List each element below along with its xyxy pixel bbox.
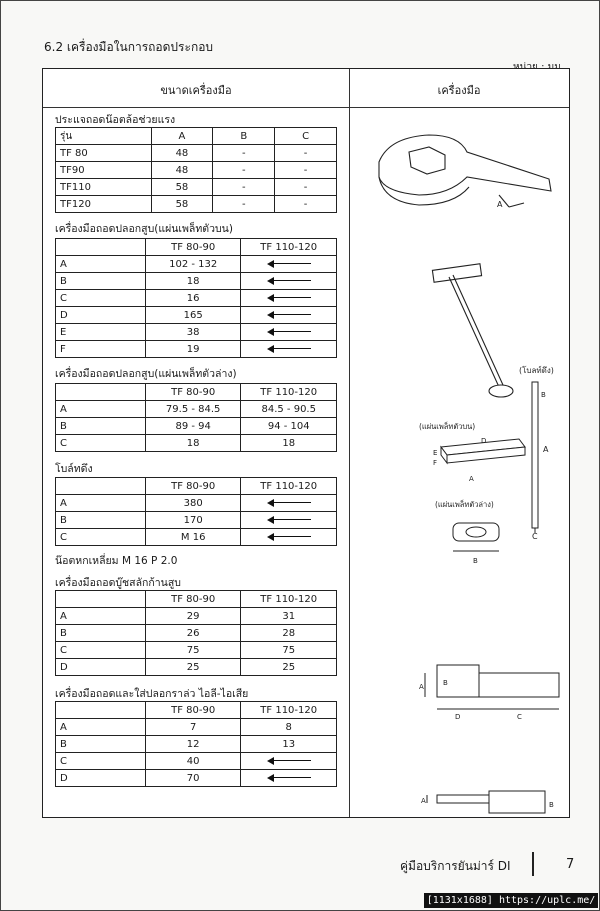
same-as-left-arrow-icon [267, 516, 311, 524]
value-cell: M 16 [145, 529, 241, 546]
row-label: F [56, 341, 146, 358]
header-cell [56, 384, 146, 401]
header-cell: TF 80-90 [145, 702, 241, 719]
tool-table-box [42, 68, 570, 818]
value-cell: 89 - 94 [145, 418, 241, 435]
row-label: A [56, 719, 146, 736]
bolt-note: น๊อตหกเหลี่ยม M 16 P 2.0 [55, 555, 178, 567]
value-cell [241, 290, 337, 307]
value-cell: 75 [241, 642, 337, 659]
value-cell: 70 [145, 770, 241, 787]
value-cell: 31 [241, 608, 337, 625]
row-label: B [56, 512, 146, 529]
column-header-tool: เครื่องมือ [437, 84, 481, 97]
header-cell [56, 591, 146, 608]
value-cell [241, 273, 337, 290]
row-label: B [56, 273, 146, 290]
header-cell: TF 80-90 [145, 591, 241, 608]
row-label: TF110 [56, 179, 152, 196]
row-label: C [56, 529, 146, 546]
page-number: 7 [566, 857, 575, 872]
wrench-table [55, 127, 337, 213]
row-label: B [56, 625, 146, 642]
value-cell [241, 770, 337, 787]
sleeve-upper-table [55, 238, 337, 358]
value-cell: 12 [145, 736, 241, 753]
svg-text:A: A [469, 475, 474, 483]
piston-pin-title: เครื่องมือถอดบู๊ชสลักก้านสูบ [55, 577, 181, 589]
table-row [56, 642, 337, 659]
value-cell: - [213, 179, 275, 196]
header-cell: TF 80-90 [145, 239, 241, 256]
value-cell: 29 [145, 608, 241, 625]
header-cell: C [275, 128, 337, 145]
wrench-illustration [379, 135, 551, 209]
row-label: C [56, 753, 146, 770]
table-row [56, 529, 337, 546]
same-as-left-arrow-icon [267, 328, 311, 336]
table-row [56, 625, 337, 642]
watermark: [1131x1688] https://uplc.me/ [424, 893, 598, 908]
sleeve-lower-table [55, 383, 337, 452]
bolt-label: (โบลท์ดึง) [519, 366, 554, 375]
value-cell: 16 [145, 290, 241, 307]
value-cell: 7 [145, 719, 241, 736]
value-cell: 170 [145, 512, 241, 529]
header-cell: TF 80-90 [145, 478, 241, 495]
idler-illustration [421, 791, 554, 813]
table-row [56, 256, 337, 273]
value-cell: 84.5 - 90.5 [241, 401, 337, 418]
value-cell [241, 512, 337, 529]
table-row [56, 145, 337, 162]
svg-text:D: D [455, 713, 461, 721]
svg-text:A: A [543, 445, 549, 454]
table-header-row [56, 478, 337, 495]
value-cell: 13 [241, 736, 337, 753]
svg-text:A: A [421, 797, 426, 805]
row-label: C [56, 435, 146, 452]
table-row [56, 290, 337, 307]
svg-text:E: E [433, 449, 438, 457]
table-row [56, 418, 337, 435]
row-label: B [56, 418, 146, 435]
value-cell: 380 [145, 495, 241, 512]
row-label: B [56, 736, 146, 753]
value-cell [241, 324, 337, 341]
value-cell: 28 [241, 625, 337, 642]
value-cell [241, 341, 337, 358]
header-cell [56, 478, 146, 495]
svg-text:A: A [419, 683, 424, 691]
same-as-left-arrow-icon [267, 345, 311, 353]
value-cell [241, 529, 337, 546]
row-label: TF120 [56, 196, 152, 213]
header-cell: TF 80-90 [145, 384, 241, 401]
svg-text:A: A [497, 200, 503, 209]
value-cell: 18 [145, 273, 241, 290]
value-cell: 25 [145, 659, 241, 676]
value-cell: - [275, 162, 337, 179]
svg-text:B: B [541, 391, 546, 399]
row-label: C [56, 290, 146, 307]
puller-illustration [432, 264, 554, 397]
column-header-size: ขนาดเครื่องมือ [160, 84, 232, 97]
value-cell: 8 [241, 719, 337, 736]
section-title: 6.2 เครื่องมือในการถอดประกอบ [44, 40, 214, 54]
table-header-row [56, 384, 337, 401]
piston-pin-illustration [419, 665, 559, 721]
sleeve-lower-title: เครื่องมือถอดปลอกสูบ(แผ่นเพล็ทตัวล่าง) [55, 368, 237, 380]
value-cell: 18 [241, 435, 337, 452]
table-row [56, 495, 337, 512]
table-header-row [56, 239, 337, 256]
row-label: A [56, 401, 146, 418]
table-row [56, 179, 337, 196]
row-label: E [56, 324, 146, 341]
table-row [56, 753, 337, 770]
value-cell: 58 [151, 196, 213, 213]
svg-text:B: B [549, 801, 554, 809]
upper-plate-label: (แผ่นเพล็ทตัวบน) [419, 422, 476, 431]
same-as-left-arrow-icon [267, 533, 311, 541]
upper-plate-illustration [419, 421, 525, 483]
table-row [56, 273, 337, 290]
svg-text:F: F [433, 459, 438, 467]
table-row [56, 736, 337, 753]
table-row [56, 512, 337, 529]
table-row [56, 196, 337, 213]
value-cell: 18 [145, 435, 241, 452]
header-cell [56, 702, 146, 719]
value-cell: - [275, 145, 337, 162]
table-row [56, 435, 337, 452]
value-cell [241, 495, 337, 512]
row-label: C [56, 642, 146, 659]
table-row [56, 719, 337, 736]
value-cell: 38 [145, 324, 241, 341]
same-as-left-arrow-icon [267, 499, 311, 507]
value-cell: 40 [145, 753, 241, 770]
header-cell: TF 110-120 [241, 384, 337, 401]
row-label: D [56, 307, 146, 324]
piston-pin-table [55, 590, 337, 676]
same-as-left-arrow-icon [267, 277, 311, 285]
same-as-left-arrow-icon [267, 294, 311, 302]
value-cell: - [213, 196, 275, 213]
row-label: A [56, 495, 146, 512]
value-cell: - [275, 179, 337, 196]
value-cell: 48 [151, 162, 213, 179]
header-cell: TF 110-120 [241, 702, 337, 719]
sleeve-upper-title: เครื่องมือถอดปลอกสูบ(แผ่นเพล็ทตัวบน) [55, 223, 233, 235]
value-cell: 19 [145, 341, 241, 358]
long-bolt-illustration [532, 382, 549, 541]
header-cell [56, 239, 146, 256]
table-row [56, 341, 337, 358]
value-cell: 26 [145, 625, 241, 642]
table-header-row [56, 591, 337, 608]
same-as-left-arrow-icon [267, 757, 311, 765]
table-row [56, 324, 337, 341]
bolt-title: โบล์ทดึง [55, 463, 93, 475]
table-row [56, 401, 337, 418]
value-cell: 58 [151, 179, 213, 196]
value-cell: - [213, 145, 275, 162]
value-cell: - [275, 196, 337, 213]
value-cell: 165 [145, 307, 241, 324]
value-cell: 75 [145, 642, 241, 659]
tool-illustrations [349, 107, 569, 817]
value-cell [241, 753, 337, 770]
svg-text:B: B [443, 679, 448, 687]
header-cell: TF 110-120 [241, 478, 337, 495]
header-cell: TF 110-120 [241, 591, 337, 608]
header-cell: B [213, 128, 275, 145]
value-cell [241, 307, 337, 324]
row-label: A [56, 608, 146, 625]
table-row [56, 659, 337, 676]
value-cell: 25 [241, 659, 337, 676]
header-cell: A [151, 128, 213, 145]
value-cell: 94 - 104 [241, 418, 337, 435]
svg-text:B: B [473, 557, 478, 565]
row-label: A [56, 256, 146, 273]
header-cell: รุ่น [56, 128, 152, 145]
footer-title: คู่มือบริการยันม่าร์ DI [400, 859, 511, 873]
table-row [56, 608, 337, 625]
lower-plate-label: (แผ่นเพล็ทตัวล่าง) [435, 500, 494, 509]
table-header-row [56, 702, 337, 719]
value-cell: 79.5 - 84.5 [145, 401, 241, 418]
table-row [56, 770, 337, 787]
value-cell: 102 - 132 [145, 256, 241, 273]
value-cell [241, 256, 337, 273]
lower-plate-illustration [435, 499, 499, 565]
column-header-row [43, 69, 569, 108]
table-row [56, 162, 337, 179]
header-cell: TF 110-120 [241, 239, 337, 256]
svg-text:D: D [481, 437, 487, 445]
svg-text:C: C [532, 532, 538, 541]
wrench-title: ประแจถอดน๊อตล้อช่วยแรง [55, 114, 176, 126]
value-cell: 48 [151, 145, 213, 162]
bolt-table [55, 477, 337, 546]
row-label: D [56, 770, 146, 787]
table-header-row [56, 128, 337, 145]
table-row [56, 307, 337, 324]
idler-table [55, 701, 337, 787]
same-as-left-arrow-icon [267, 260, 311, 268]
row-label: D [56, 659, 146, 676]
row-label: TF 80 [56, 145, 152, 162]
svg-text:C: C [517, 713, 522, 721]
same-as-left-arrow-icon [267, 774, 311, 782]
same-as-left-arrow-icon [267, 311, 311, 319]
idler-title: เครื่องมือถอดและใส่ปลอกราล่ว ไอลี-ไอเสีย [55, 688, 249, 700]
row-label: TF90 [56, 162, 152, 179]
footer-divider [532, 852, 534, 876]
value-cell: - [213, 162, 275, 179]
